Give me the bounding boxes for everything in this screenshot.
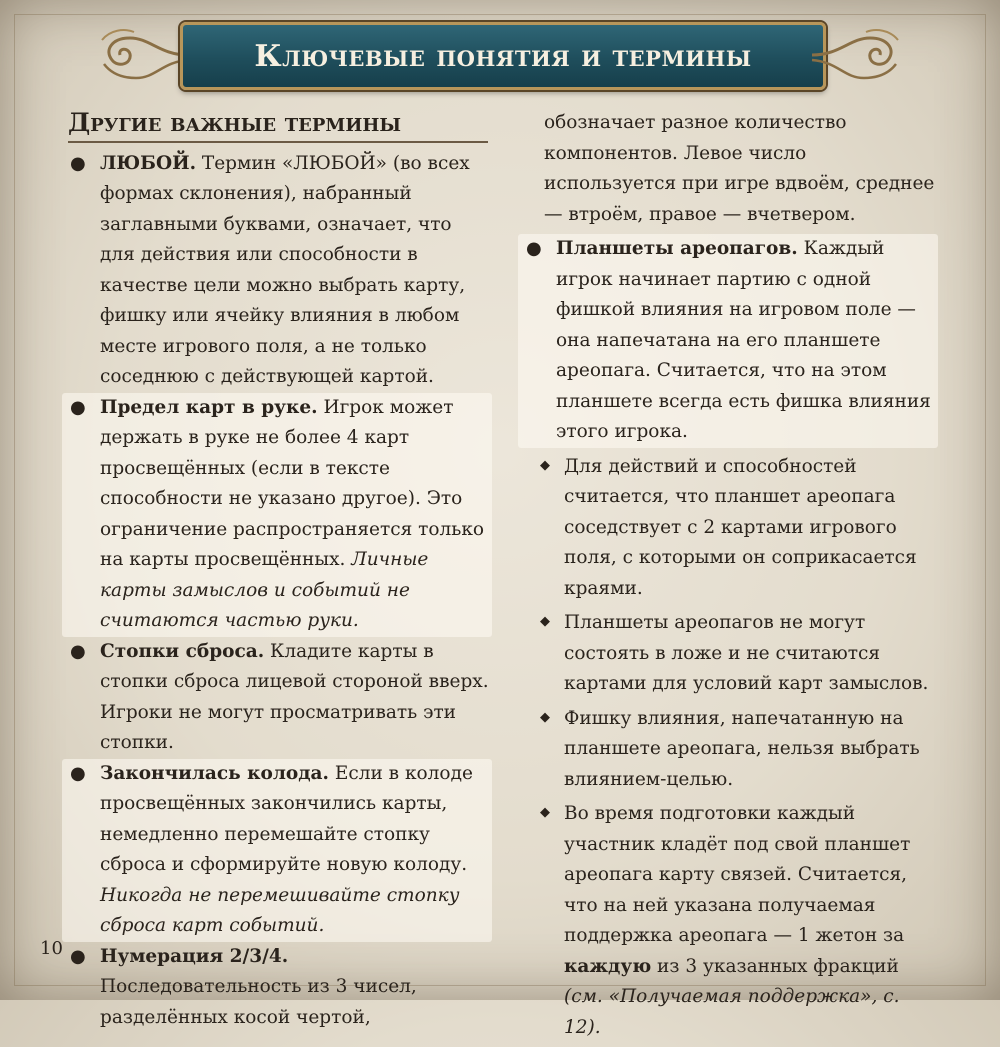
term-title: Закончилась колода. (100, 762, 329, 784)
term-title: Планшеты ареопагов. (556, 238, 798, 259)
right-column (518, 108, 938, 1047)
bullet-icon: ● (70, 152, 86, 174)
bullet-icon: ● (526, 238, 542, 259)
diamond-bullet-icon: ◆ (540, 614, 550, 629)
term-title: Стопки сброса. (100, 640, 265, 662)
page-title: Ключевые понятия и термины (254, 38, 752, 74)
diamond-bullet-icon: ◆ (540, 709, 550, 725)
scroll-ornament-right-icon (810, 20, 910, 90)
sub-text: Планшеты ареопагов не могут состоять в ложе и не считаются картами для условий карт замыслов. (564, 612, 929, 694)
bullet-icon: ● (70, 945, 86, 967)
sub-item-setup (518, 799, 938, 1043)
diamond-bullet-icon: ◆ (540, 457, 550, 473)
term-item-hand-limit (62, 393, 492, 637)
section-heading: Другие важные термины (68, 108, 488, 143)
term-text: Кладите карты в стопки сброса лицевой стороной вверх. Игроки не могут просматривать эти стопки. (100, 640, 489, 753)
scroll-ornament-left-icon (90, 20, 190, 90)
numbering-continuation: обозначает разное количество компонентов. Левое число используется при игре вдвоём, среднее — втроём, правое — вчетвером. (544, 112, 935, 225)
page-number: 10 (40, 938, 63, 959)
left-column (62, 108, 492, 1033)
term-text: Игрок может держать в руке не более 4 карт просвещённых (если в тексте способности не указано другое). Это ограничение распространяется только на карты просвещённых. (100, 396, 485, 570)
term-title: ЛЮБОЙ. (100, 152, 197, 174)
bullet-icon: ● (70, 762, 86, 784)
diamond-bullet-icon: ◆ (540, 805, 550, 820)
term-item-areopagus (518, 234, 938, 448)
bullet-icon: ● (70, 396, 86, 418)
sub-text: из 3 указанных фракций (651, 955, 899, 977)
sub-text: Для действий и способностей считается, что планшет ареопага соседствует с 2 картами игрового поля, с которыми он соприкасается краями. (564, 455, 917, 599)
term-title: Нумерация 2/3/4. (100, 945, 289, 967)
sub-item-adjacency (518, 452, 938, 605)
term-note: Никогда не перемешивайте стопку сброса карт событий. (100, 884, 460, 936)
term-note: Личные карты замыслов и событий не считаются частью руки. (100, 549, 429, 631)
sub-bold: каждую (564, 955, 652, 977)
header-banner (90, 14, 910, 96)
term-text: Термин «ЛЮБОЙ» (во всех формах склонения), набранный заглавными буквами, означает, что для действия или способности в качестве цели можно выбрать карту, фишку или ячейку влияния в любом месте игрового поля, а не только соседнюю с действующей картой. (100, 152, 470, 387)
banner-box (180, 22, 826, 90)
bullet-icon: ● (70, 640, 86, 662)
term-item-any (62, 149, 492, 393)
term-text: Если в колоде просвещённых закончились карты, немедленно перемешайте стопку сброса и сформируйте новую колоду. (100, 762, 473, 875)
sub-text: Во время подготовки каждый участник кладёт под свой планшет ареопага карту связей. Считается, что на ней указана получаемая поддержка ареопага — 1 жетон за (564, 803, 911, 946)
sub-note: (см. «Получаемая поддержка», с. 12). (564, 986, 900, 1038)
term-item-deck-empty (62, 759, 492, 942)
sub-item-lodge (518, 608, 938, 700)
sub-item-influence-token (518, 704, 938, 796)
term-title: Предел карт в руке. (100, 396, 318, 418)
term-item-numbering (62, 942, 492, 1034)
term-text: Последовательность из 3 чисел, разделённых косой чертой, (100, 976, 417, 1028)
term-item-discard (62, 637, 492, 759)
sub-text: Фишку влияния, напечатанную на планшете ареопага, нельзя выбрать влиянием-целью. (564, 707, 920, 790)
term-text: Каждый игрок начинает партию с одной фишкой влияния на игровом поле — она напечатана на его планшете ареопага. Считается, что на этом планшете всегда есть фишка влияния этого игрока. (556, 238, 931, 442)
